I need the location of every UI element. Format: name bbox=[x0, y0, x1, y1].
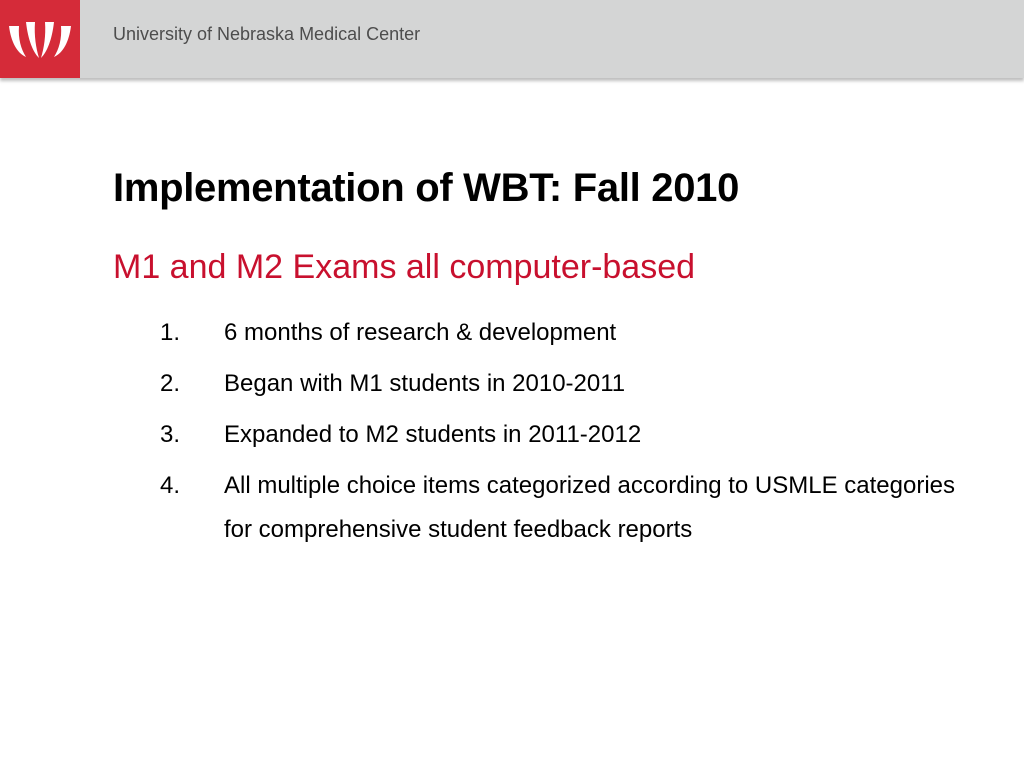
list-item bbox=[160, 413, 980, 457]
list-item-text: Expanded to M2 students in 2011-2012 bbox=[224, 421, 642, 448]
institution-name: University of Nebraska Medical Center bbox=[113, 24, 421, 44]
list-item-number: 4. bbox=[160, 472, 181, 499]
numbered-list bbox=[160, 311, 980, 559]
slide-title: Implementation of WBT: Fall 2010 bbox=[113, 166, 740, 210]
unmc-logo-icon bbox=[0, 0, 80, 78]
list-item-text: All multiple choice items categorized according to USMLE categories for comprehensive student feedback reports bbox=[224, 472, 956, 543]
list-item bbox=[160, 464, 980, 552]
list-item bbox=[160, 362, 980, 406]
list-item-text: 6 months of research & development bbox=[224, 319, 617, 346]
list-item bbox=[160, 311, 980, 355]
list-item-number: 2. bbox=[160, 370, 181, 397]
list-item-text: Began with M1 students in 2010-2011 bbox=[224, 370, 626, 397]
list-item-number: 3. bbox=[160, 421, 181, 448]
slide-subtitle: M1 and M2 Exams all computer-based bbox=[113, 248, 696, 286]
logo bbox=[0, 0, 80, 78]
header-bar bbox=[0, 0, 1024, 78]
list-item-number: 1. bbox=[160, 319, 181, 346]
